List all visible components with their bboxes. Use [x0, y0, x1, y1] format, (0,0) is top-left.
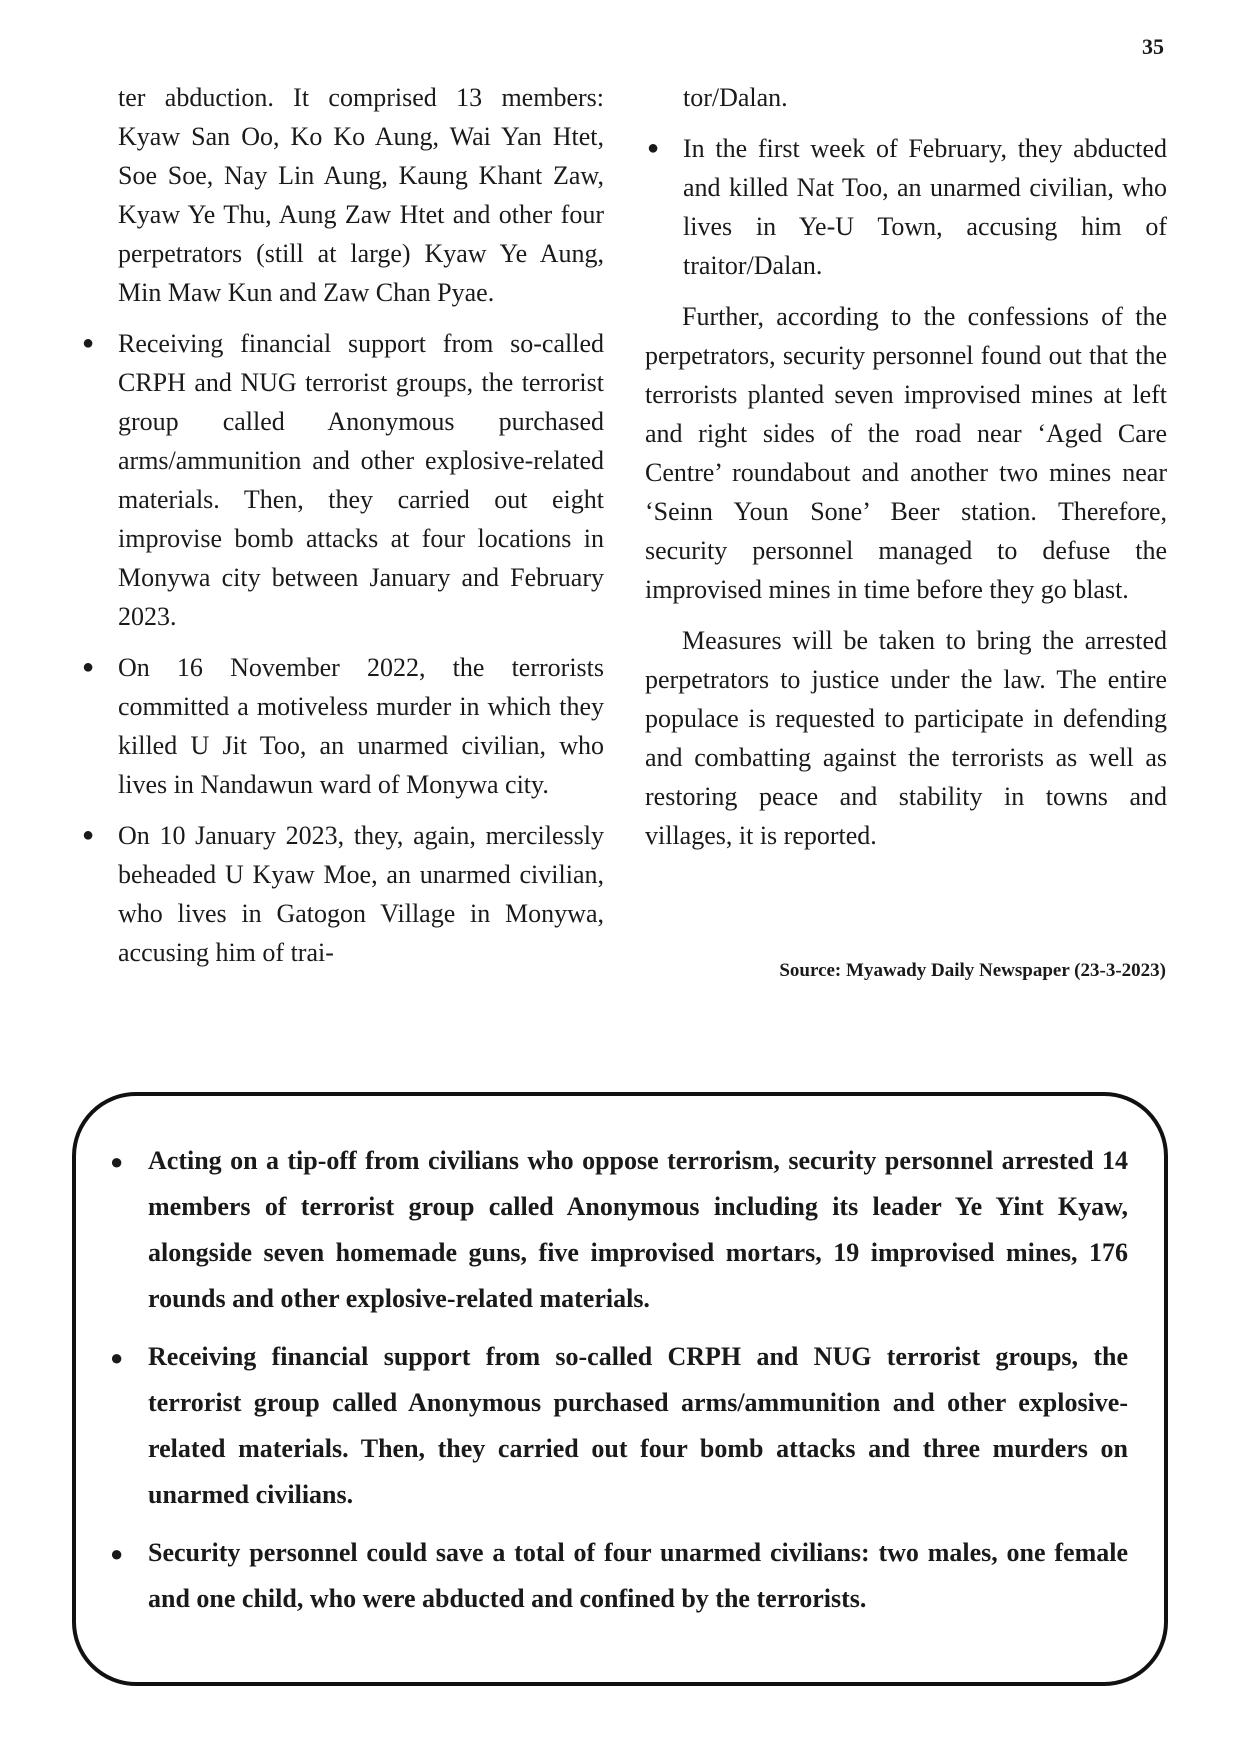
left-column [80, 78, 604, 984]
bullet-icon: ● [82, 332, 95, 354]
left-bullet-list [80, 324, 604, 972]
bullet-icon: ● [110, 1149, 124, 1174]
left-continuation-paragraph: ter abduction. It comprised 13 members: Kyaw San Oo, Ko Ko Aung, Wai Yan Htet, Soe Soe, Nay Lin Aung, Kaung Khant Zaw, Kyaw Ye Thu, Aung Zaw Htet and other four perpetrators (still at large) Kyaw Ye Aung, Min Maw Kun and Zaw Chan Pyae. [118, 83, 604, 307]
right-column [645, 78, 1167, 867]
summary-box [72, 1092, 1168, 1686]
list-item [80, 816, 604, 972]
body-paragraph: Measures will be taken to bring the arrested perpetrators to justice under the law. The entire populace is requested to participate in defending and combatting against the terrorists as well as restoring peace and stability in towns and villages, it is reported. [645, 626, 1167, 850]
summary-bullet-list [106, 1138, 1128, 1622]
list-item-text: On 10 January 2023, they, again, mercilessly beheaded U Kyaw Moe, an unarmed civilian, who lives in Gatogon Village in Monywa, accusing him of trai- [118, 821, 604, 967]
body-paragraph: Further, according to the confessions of the perpetrators, security personnel found out that the terrorists planted seven improvised mines at left and right sides of the road near ‘Aged Care Centre’ roundabout and another two mines near ‘Seinn Youn Sone’ Beer station. Therefore, security personnel managed to defuse the improvised mines in time before they go blast. [645, 302, 1167, 604]
right-continuation-paragraph: tor/Dalan. [683, 83, 788, 112]
summary-item [106, 1334, 1128, 1518]
bullet-icon: ● [82, 824, 95, 846]
bullet-icon: ● [82, 656, 95, 678]
summary-item [106, 1138, 1128, 1322]
list-item [80, 648, 604, 804]
summary-item-text: Acting on a tip-off from civilians who oppose terrorism, security personnel arrested 14 members of terrorist group called Anonymous including its leader Ye Yint Kyaw, alongside seven homemade guns, five improvised mortars, 19 improvised mines, 176 rounds and other explosive-related materials. [148, 1146, 1128, 1313]
list-item-text: In the first week of February, they abducted and killed Nat Too, an unarmed civilian, who lives in Ye-U Town, accusing him of traitor/Dalan. [683, 134, 1167, 280]
page-number: 35 [1142, 34, 1164, 59]
summary-item-text: Security personnel could save a total of four unarmed civilians: two males, one female and one child, who were abducted and confined by the terrorists. [148, 1538, 1128, 1613]
bullet-icon: ● [647, 137, 660, 159]
bullet-icon: ● [110, 1345, 124, 1370]
list-item-text: On 16 November 2022, the terrorists committed a motiveless murder in which they killed U Jit Too, an unarmed civilian, who lives in Nandawun ward of Monywa city. [118, 653, 604, 799]
summary-item [106, 1530, 1128, 1622]
summary-item-text: Receiving financial support from so-called CRPH and NUG terrorist groups, the terrorist group called Anonymous purchased arms/ammunition and other explosive-related materials. Then, they carried out four bomb attacks and three murders on unarmed civilians. [148, 1342, 1128, 1509]
bullet-icon: ● [110, 1541, 124, 1566]
list-item-text: Receiving financial support from so-called CRPH and NUG terrorist groups, the terrorist group called Anonymous purchased arms/ammunition and other explosive-related materials. Then, they carried out eight improvise bomb attacks at four locations in Monywa city between January and February 2023. [118, 329, 604, 631]
list-item [645, 129, 1167, 285]
source-citation: Source: Myawady Daily Newspaper (23-3-2023) [779, 960, 1166, 981]
right-bullet-list [645, 129, 1167, 285]
list-item [80, 324, 604, 636]
